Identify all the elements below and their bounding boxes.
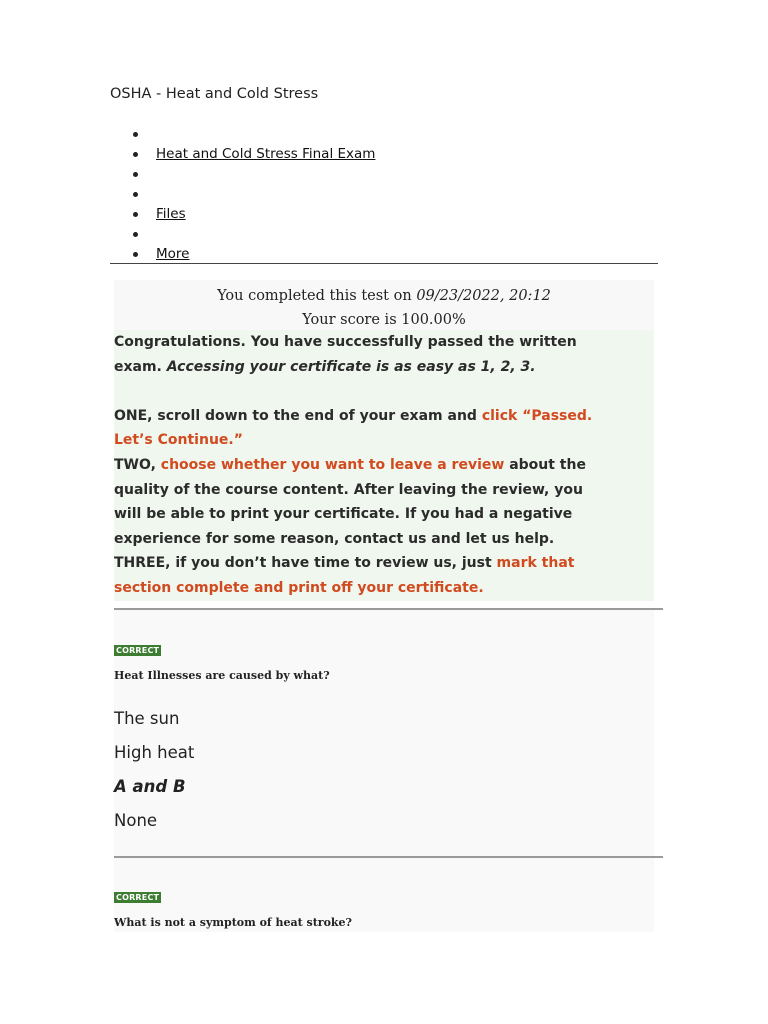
step-three-text: THREE, if you don’t have time to review us, just <box>114 555 492 572</box>
completion-line <box>114 288 654 304</box>
nav-item-empty-2 <box>110 164 658 184</box>
step-two-lead: TWO, <box>114 456 156 473</box>
nav-item-empty-4 <box>110 224 658 244</box>
question-text: Heat Illnesses are caused by what? <box>114 669 330 682</box>
completion-prefix: You completed this test on <box>217 288 412 304</box>
step-three <box>114 551 654 600</box>
nav-item-final-exam[interactable] <box>110 144 658 164</box>
step-two-highlight: choose whether you want to leave a review <box>160 456 505 473</box>
final-exam-link[interactable]: Heat and Cold Stress Final Exam <box>156 146 376 162</box>
step-two <box>114 453 654 551</box>
answer-option: The sun <box>114 709 180 728</box>
congratulations-panel <box>114 330 654 601</box>
course-title: OSHA - Heat and Cold Stress <box>110 86 319 102</box>
step-one-highlight: click “Passed. Let’s Continue.” <box>114 407 593 449</box>
question-card-1 <box>114 610 654 856</box>
test-result-summary <box>114 280 654 330</box>
step-one-text: ONE, scroll down to the end of your exam and <box>114 407 477 424</box>
nav-item-files[interactable] <box>110 204 658 224</box>
congrats-intro-text: Congratulations. You have successfully passed the written exam. <box>114 334 577 375</box>
answer-option-selected: A and B <box>114 777 186 796</box>
nav-item-more[interactable] <box>110 244 658 264</box>
nav-item-empty-1 <box>110 124 658 144</box>
answer-option: None <box>114 811 158 830</box>
step-one <box>114 404 654 453</box>
step-three-highlight: mark that section complete and print off your certificate. <box>114 555 575 596</box>
score-line: Your score is 100.00% <box>302 312 466 328</box>
course-nav <box>110 124 658 264</box>
nav-item-empty-3 <box>110 184 658 204</box>
correct-badge: CORRECT <box>116 893 160 902</box>
correct-badge: CORRECT <box>116 646 160 655</box>
answer-option: High heat <box>114 743 195 762</box>
congrats-intro <box>114 330 654 379</box>
step-two-rest: about the quality of the course content. After leaving the review, you will be able to print your certificate. If you had a negative experience for some reason, contact us and let us help. <box>114 456 586 547</box>
nav-divider <box>110 263 658 264</box>
files-link[interactable]: Files <box>156 206 186 222</box>
congrats-intro-italic: Accessing your certificate is as easy as 1, 2, 3. <box>166 358 536 375</box>
question-card-2 <box>114 858 654 932</box>
question-text: What is not a symptom of heat stroke? <box>114 916 352 929</box>
completion-date: 09/23/2022, 20:12 <box>416 288 551 304</box>
more-link[interactable]: More <box>156 246 190 262</box>
